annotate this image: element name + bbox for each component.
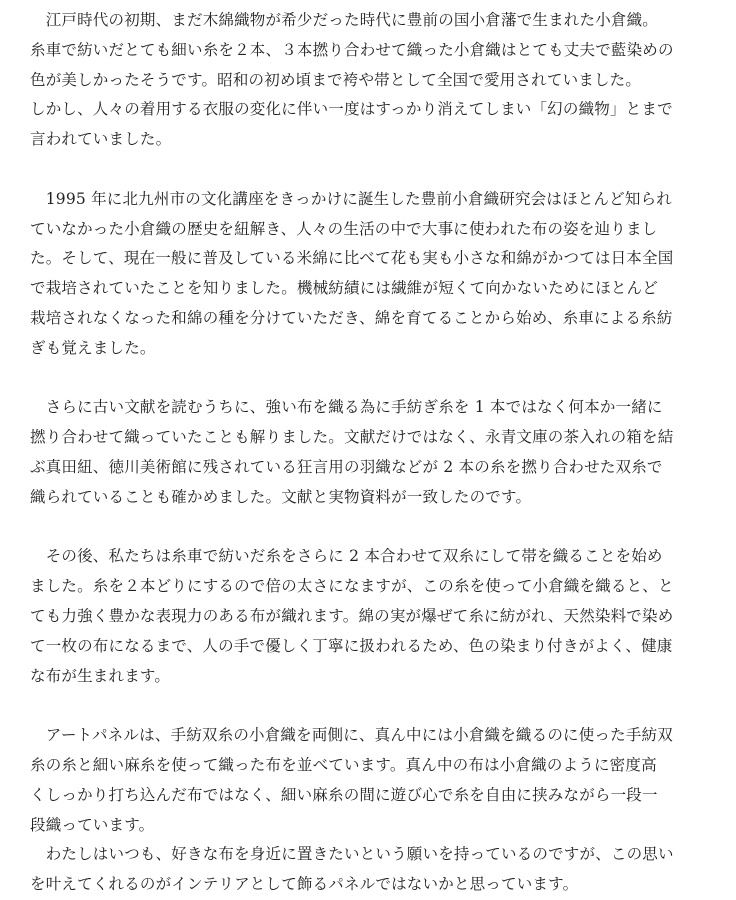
paragraph-1 bbox=[30, 6, 706, 155]
text-line: ても力強く豊かな表現力のある布が織れます。綿の実が爆ぜて糸に紡がれ、天然染料で染め bbox=[30, 606, 674, 625]
text-line: くしっかり打ち込んだ布ではなく、細い麻糸の間に遊び心で糸を自由に挟みながら一段一 bbox=[30, 785, 658, 804]
text-line: 色が美しかったそうです。昭和の初め頃まで袴や帯として全国で愛用されていました。 bbox=[30, 70, 642, 89]
text-line: 江戸時代の初期、まだ木綿織物が希少だった時代に豊前の国小倉藩で生まれた小倉織。 bbox=[30, 11, 659, 29]
text-line: ていなかった小倉織の歴史を紐解き、人々の生活の中で大事に使われた布の姿を辿りまし bbox=[30, 219, 658, 238]
paragraph-5 bbox=[30, 721, 706, 900]
text-line: ました。糸を２本どりにするので倍の太さになますが、この糸を使って小倉織を織ると、と bbox=[30, 577, 674, 596]
text-line: 栽培されなくなった和綿の種を分けていただき、綿を育てることから始め、糸車による糸紡 bbox=[30, 308, 673, 327]
paragraph-gap bbox=[30, 691, 706, 721]
text-line: しかし、人々の着用する衣服の変化に伴い一度はすっかり消えてしまい「幻の織物」とまで bbox=[30, 100, 673, 119]
text-line: を叶えてくれるのがインテリアとして飾るパネルではないかと思っています。 bbox=[30, 875, 579, 894]
paragraph-3 bbox=[30, 393, 706, 512]
paragraph-4 bbox=[30, 542, 706, 691]
text-line: さらに古い文献を読むうちに、強い布を織る為に手紡ぎ糸を 1 本ではなく何本か一緒に bbox=[30, 398, 663, 417]
paragraph-2 bbox=[30, 185, 706, 364]
text-line: 言われていました。 bbox=[30, 130, 172, 149]
text-line: 糸車で紡いだとても細い糸を２本、３本撚り合わせて織った小倉織はとても丈夫で藍染めの bbox=[30, 40, 674, 59]
text-line: 糸の糸と細い麻糸を使って織った布を並べています。真ん中の布は小倉織のように密度高 bbox=[30, 755, 657, 774]
text-line: わたしはいつも、好きな布を身近に置きたいという願いを持っているのですが、この思い bbox=[30, 845, 674, 864]
paragraph-gap bbox=[30, 364, 706, 394]
text-line: その後、私たちは糸車で紡いだ糸をさらに 2 本合わせて双糸にして帯を織ることを始め bbox=[30, 547, 663, 566]
text-line: な布が生まれます。 bbox=[30, 666, 171, 685]
text-line: 織られていることも確かめました。文献と実物資料が一致したのです。 bbox=[30, 487, 532, 506]
text-line: で栽培されていたことを知りました。機械紡績には繊維が短くて向かないためにほとんど bbox=[30, 279, 659, 298]
text-line: 段織っています。 bbox=[30, 815, 155, 834]
paragraph-gap bbox=[30, 513, 706, 543]
text-line: 撚り合わせて織っていたことも解りました。文献だけではなく、永青文庫の茶入れの箱を結 bbox=[30, 428, 674, 447]
text-line: ぎも覚えました。 bbox=[30, 338, 156, 357]
paragraph-gap bbox=[30, 155, 706, 185]
text-line: 1995 年に北九州市の文化講座をきっかけに誕生した豊前小倉織研究会はほとんど知られ bbox=[30, 189, 672, 208]
text-line: た。そして、現在一般に普及している米綿に比べて花も実も小さな和綿がかつては日本全国 bbox=[30, 249, 674, 268]
text-line: ぶ真田紐、徳川美術館に残されている狂言用の羽織などが 2 本の糸を撚り合わせた双糸で bbox=[30, 457, 663, 476]
text-line: アートパネルは、手紡双糸の小倉織を両側に、真ん中には小倉織を織るのに使った手紡双 bbox=[30, 726, 673, 745]
text-line: て一枚の布になるまで、人の手で優しく丁寧に扱われるため、色の染まり付きがよく、健康 bbox=[30, 636, 673, 655]
